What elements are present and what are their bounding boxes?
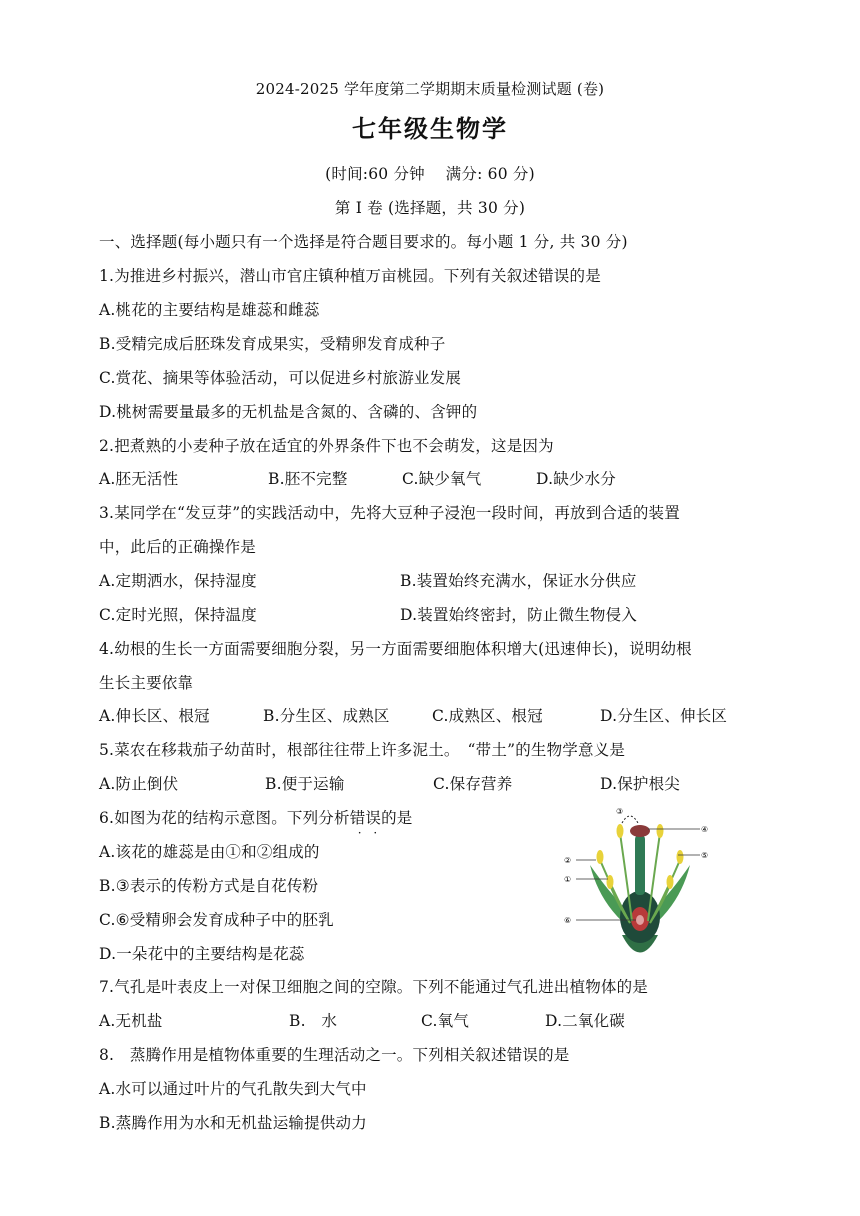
question-3-stem-line-1: 3.某同学在“发豆芽”的实践活动中，先将大豆种子浸泡一段时间，再放到合适的装置 bbox=[99, 504, 680, 522]
question-1-option-b: B.受精完成后胚珠发育成果实，受精卵发育成种子 bbox=[99, 335, 446, 353]
question-8-option-b: B.蒸腾作用为水和无机盐运输提供动力 bbox=[99, 1114, 367, 1132]
question-6-stem-emphasis: 错误 · · bbox=[350, 809, 381, 827]
question-4-option-b: B.分生区、成熟区 bbox=[263, 707, 390, 725]
exam-meta: (时间:60 分钟 满分: 60 分) bbox=[325, 165, 535, 183]
question-7-option-c: C.氧气 bbox=[421, 1012, 470, 1030]
anther-right-3 bbox=[657, 824, 664, 838]
question-5-option-a: A.防止倒伏 bbox=[99, 775, 179, 793]
anther-right-1 bbox=[677, 850, 684, 864]
part-title: 第 I 卷 (选择题，共 30 分) bbox=[334, 199, 526, 217]
question-3-option-d: D.装置始终密封，防止微生物侵入 bbox=[400, 606, 638, 624]
question-7-option-b: B. 水 bbox=[289, 1012, 338, 1030]
pollination-arrow bbox=[622, 816, 638, 823]
question-5-option-c: C.保存营养 bbox=[433, 775, 513, 793]
figure-label-1: ① bbox=[564, 875, 572, 884]
anther-right-2 bbox=[667, 875, 674, 889]
question-2-stem: 2.把煮熟的小麦种子放在适宜的外界条件下也不会萌发，这是因为 bbox=[99, 437, 554, 455]
stigma bbox=[630, 825, 650, 837]
style bbox=[635, 835, 645, 895]
question-8-option-a: A.水可以通过叶片的气孔散失到大气中 bbox=[99, 1080, 367, 1098]
question-6-option-a: A.该花的雄蕊是由①和②组成的 bbox=[99, 843, 320, 861]
question-4-option-c: C.成熟区、根冠 bbox=[432, 707, 543, 725]
question-5-option-d: D.保护根尖 bbox=[600, 775, 681, 793]
question-3-option-a: A.定期洒水，保持湿度 bbox=[99, 572, 257, 590]
question-3-stem-line-2: 中，此后的正确操作是 bbox=[99, 538, 257, 556]
question-5-option-b: B.便于运输 bbox=[265, 775, 345, 793]
question-6-option-d: D.一朵花中的主要结构是花蕊 bbox=[99, 945, 305, 963]
question-2-option-d: D.缺少水分 bbox=[536, 470, 617, 488]
figure-label-3: ③ bbox=[616, 807, 624, 816]
figure-label-2: ② bbox=[564, 856, 572, 865]
question-4-stem-line-1: 4.幼根的生长一方面需要细胞分裂，另一方面需要细胞体积增大(迅速伸长)，说明幼根 bbox=[99, 640, 692, 658]
question-4-stem-line-2: 生长主要依靠 bbox=[99, 674, 194, 692]
question-3-option-b: B.装置始终充满水，保证水分供应 bbox=[400, 572, 637, 590]
question-1-option-d: D.桃树需要量最多的无机盐是含氮的、含磷的、含钾的 bbox=[99, 403, 478, 421]
question-1-option-a: A.桃花的主要结构是雄蕊和雌蕊 bbox=[99, 301, 320, 319]
question-6-option-c: C.⑥受精卵会发育成种子中的胚乳 bbox=[99, 911, 334, 929]
exam-title: 2024-2025 学年度第二学期期末质量检测试题 (卷) bbox=[255, 80, 605, 98]
question-2-option-a: A.胚无活性 bbox=[99, 470, 179, 488]
question-2-option-b: B.胚不完整 bbox=[268, 470, 348, 488]
question-7-option-a: A.无机盐 bbox=[99, 1012, 163, 1030]
question-6-stem-suffix: 的是 bbox=[381, 809, 413, 827]
question-5-stem: 5.菜农在移栽茄子幼苗时，根部往往带上许多泥土。 “带土”的生物学意义是 bbox=[99, 741, 626, 759]
question-1-stem: 1.为推进乡村振兴，潜山市官庄镇种植万亩桃园。下列有关叙述错误的是 bbox=[99, 267, 601, 285]
question-2-option-c: C.缺少氧气 bbox=[402, 470, 482, 488]
subject-title: 七年级生物学 bbox=[352, 115, 508, 143]
figure-label-5: ⑤ bbox=[701, 851, 709, 860]
figure-label-6: ⑥ bbox=[564, 916, 572, 925]
question-6-option-b: B.③表示的传粉方式是自花传粉 bbox=[99, 877, 319, 895]
question-6-stem-prefix: 6.如图为花的结构示意图。下列分析 bbox=[99, 809, 350, 827]
anther-left-2 bbox=[607, 875, 614, 889]
question-7-stem: 7.气孔是叶表皮上一对保卫细胞之间的空隙。下列不能通过气孔进出植物体的是 bbox=[99, 978, 648, 996]
question-8-stem: 8. 蒸腾作用是植物体重要的生理活动之一。下列相关叙述错误的是 bbox=[99, 1046, 570, 1064]
question-4-option-d: D.分生区、伸长区 bbox=[600, 707, 728, 725]
flower-structure-diagram bbox=[560, 805, 720, 970]
question-1-option-c: C.赏花、摘果等体验活动，可以促进乡村旅游业发展 bbox=[99, 369, 462, 387]
figure-label-4: ④ bbox=[701, 825, 709, 834]
anther-left-3 bbox=[617, 824, 624, 838]
question-6-stem bbox=[99, 807, 413, 829]
section-instruction: 一、选择题(每小题只有一个选择是符合题目要求的。每小题 1 分, 共 30 分) bbox=[99, 233, 628, 251]
question-3-option-c: C.定时光照，保持温度 bbox=[99, 606, 257, 624]
question-4-option-a: A.伸长区、根冠 bbox=[99, 707, 210, 725]
ovule-core bbox=[636, 915, 644, 925]
question-7-option-d: D.二氧化碳 bbox=[545, 1012, 626, 1030]
anther-left-1 bbox=[597, 850, 604, 864]
